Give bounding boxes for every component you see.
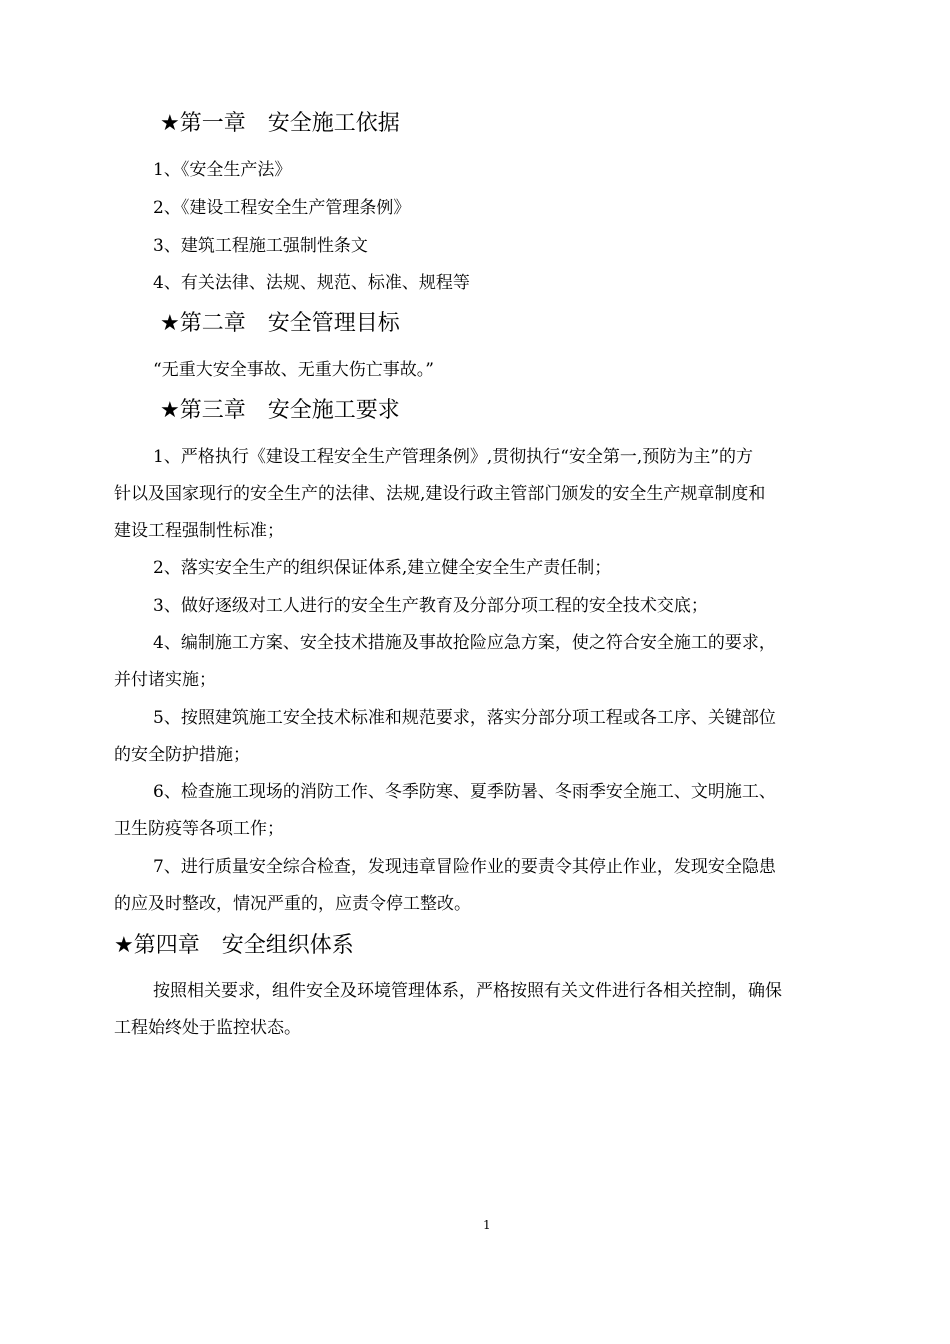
chapter-1-item-1: 1、《安全生产法》 [153, 160, 292, 180]
chapter-3-line: 7、进行质量安全综合检查，发现违章冒险作业的要责令其停止作业，发现安全隐患 [153, 857, 776, 877]
chapter-3-line: 6、检查施工现场的消防工作、冬季防寒、夏季防暑、冬雨季安全施工、文明施工、 [153, 782, 776, 802]
chapter-1-item-2: 2、《建设工程安全生产管理条例》 [153, 198, 411, 218]
chapter-4-line: 按照相关要求，组件安全及环境管理体系，严格按照有关文件进行各相关控制，确保 [153, 981, 782, 1001]
chapter-3-line: 并付诸实施； [114, 670, 216, 690]
chapter-2-heading: ★第二章 安全管理目标 [160, 311, 400, 336]
chapter-3-line: 针以及国家现行的安全生产的法律、法规,建设行政主管部门颁发的安全生产规章制度和 [114, 484, 766, 504]
chapter-2-goal: “无重大安全事故、无重大伤亡事故。” [153, 360, 434, 380]
chapter-1-item-3: 3、建筑工程施工强制性条文 [153, 236, 368, 256]
chapter-3-line: 3、做好逐级对工人进行的安全生产教育及分部分项工程的安全技术交底； [153, 596, 708, 616]
chapter-1-item-4: 4、有关法律、法规、规范、标准、规程等 [153, 273, 470, 293]
chapter-3-line: 1、严格执行《建设工程安全生产管理条例》,贯彻执行“安全第一,预防为主”的方 [153, 447, 754, 467]
chapter-4-line: 工程始终处于监控状态。 [114, 1018, 301, 1038]
chapter-3-line: 的安全防护措施； [114, 745, 250, 765]
chapter-1-heading: ★第一章 安全施工依据 [160, 111, 400, 136]
chapter-3-heading: ★第三章 安全施工要求 [160, 398, 400, 423]
chapter-3-line: 2、落实安全生产的组织保证体系,建立健全安全生产责任制； [153, 558, 612, 578]
chapter-3-line: 4、编制施工方案、安全技术措施及事故抢险应急方案，使之符合安全施工的要求， [153, 633, 776, 653]
chapter-3-line: 卫生防疫等各项工作； [114, 819, 284, 839]
chapter-4-heading: ★第四章 安全组织体系 [114, 933, 354, 958]
chapter-3-line: 的应及时整改，情况严重的，应责令停工整改。 [114, 894, 471, 914]
page-number: 1 [483, 1218, 491, 1232]
chapter-3-line: 建设工程强制性标准； [114, 521, 284, 541]
chapter-3-line: 5、按照建筑施工安全技术标准和规范要求，落实分部分项工程或各工序、关键部位 [153, 708, 776, 728]
